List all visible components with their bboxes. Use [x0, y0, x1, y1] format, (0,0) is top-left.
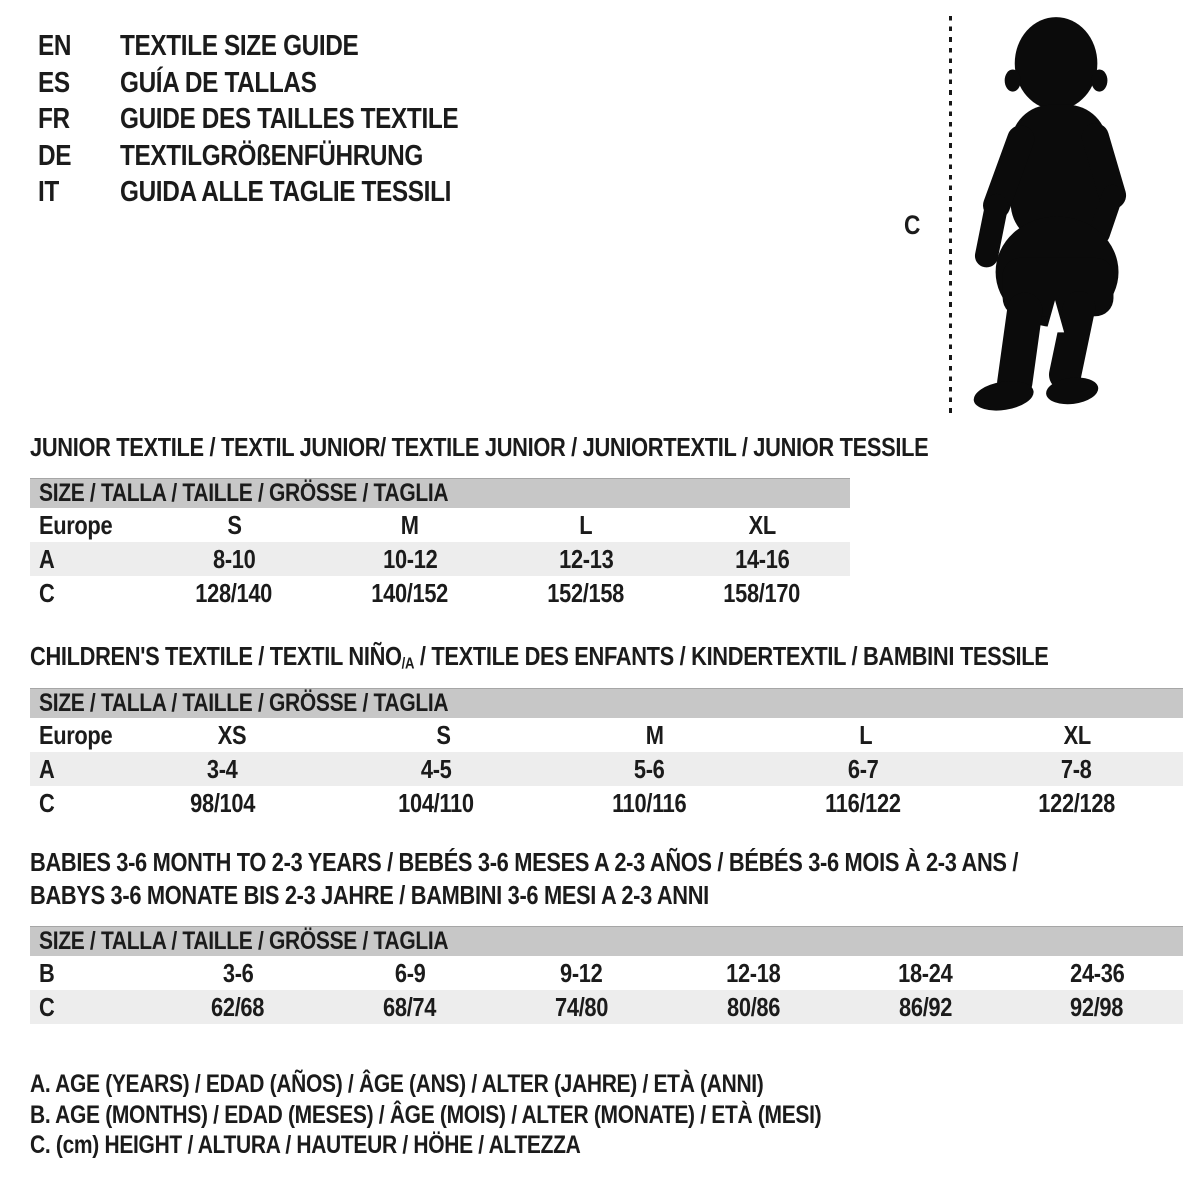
table-row-age	[30, 542, 850, 576]
row-label: Europe	[39, 509, 113, 540]
size-cell: M	[645, 719, 664, 750]
size-header-bar: SIZE / TALLA / TAILLE / GRÖSSE / TAGLIA	[30, 926, 1183, 956]
age-cell: 9-12	[560, 957, 603, 988]
lang-code-it: IT	[38, 176, 59, 209]
title-de: TEXTILGRÖßENFÜHRUNG	[120, 139, 423, 172]
babies-section-title	[30, 849, 1200, 909]
height-cell: 62/68	[211, 991, 265, 1022]
size-header-bar: SIZE / TALLA / TAILLE / GRÖSSE / TAGLIA	[30, 478, 850, 508]
table-row-height	[30, 990, 1183, 1024]
age-cell: 5-6	[634, 753, 665, 784]
height-cell: 152/158	[547, 577, 625, 608]
size-cell: L	[859, 719, 873, 750]
size-cell: S	[436, 719, 451, 750]
title-fr: GUIDE DES TAILLES TEXTILE	[120, 103, 459, 136]
height-cell: 140/152	[371, 577, 449, 608]
legend-line-a: A. AGE (YEARS) / EDAD (AÑOS) / ÂGE (ANS) / ALTER (JAHRE) / ETÀ (ANNI)	[30, 1070, 764, 1098]
age-cell: 24-36	[1069, 957, 1125, 988]
babies-title-line2: BABYS 3-6 MONATE BIS 2-3 JAHRE / BAMBINI 3-6 MESI A 2-3 ANNI	[30, 880, 709, 910]
junior-size-table	[30, 478, 850, 610]
size-cell: XL	[1063, 719, 1091, 750]
height-cell: 122/128	[1037, 787, 1115, 818]
height-cell: 98/104	[190, 787, 256, 818]
size-cell: L	[579, 509, 593, 540]
title-es: GUÍA DE TALLAS	[120, 66, 317, 99]
title-language-list	[38, 32, 523, 207]
size-header-bar: SIZE / TALLA / TAILLE / GRÖSSE / TAGLIA	[30, 688, 1183, 718]
row-label: Europe	[39, 719, 113, 750]
table-row-europe	[30, 508, 850, 542]
height-measure-label: C	[904, 210, 921, 240]
size-cell: S	[226, 509, 242, 540]
height-cell: 92/98	[1070, 991, 1124, 1022]
table-row-age-months	[30, 956, 1183, 990]
row-label: C	[39, 991, 55, 1022]
age-cell: 6-9	[394, 957, 426, 988]
age-cell: 10-12	[382, 543, 438, 574]
lang-code-fr: FR	[38, 103, 70, 136]
children-size-table	[30, 688, 1183, 820]
age-cell: 4-5	[420, 753, 452, 784]
legend-line-c: C. (cm) HEIGHT / ALTURA / HAUTEUR / HÖHE / ALTEZZA	[30, 1131, 581, 1159]
row-label: C	[39, 787, 55, 818]
age-cell: 18-24	[898, 957, 953, 988]
size-cell: XS	[217, 719, 247, 750]
children-title-sub: /A	[401, 655, 415, 673]
height-cell: 74/80	[555, 991, 609, 1022]
table-row-height	[30, 786, 1183, 820]
height-cell: 86/92	[898, 991, 952, 1022]
row-label: A	[39, 753, 55, 784]
age-cell: 7-8	[1061, 753, 1092, 784]
height-cell: 68/74	[383, 991, 437, 1022]
age-cell: 12-18	[726, 957, 781, 988]
baby-silhouette-icon	[958, 8, 1140, 416]
junior-section-title: JUNIOR TEXTILE / TEXTIL JUNIOR/ TEXTILE JUNIOR / JUNIORTEXTIL / JUNIOR TESSILE	[30, 432, 929, 462]
height-cell: 128/140	[195, 577, 273, 608]
row-label: B	[39, 957, 55, 988]
measurement-legend	[30, 1069, 972, 1161]
babies-size-table	[30, 926, 1183, 1024]
lang-code-de: DE	[38, 139, 72, 172]
age-cell: 12-13	[558, 543, 614, 574]
children-section-title	[30, 643, 1200, 677]
age-cell: 3-6	[222, 957, 254, 988]
children-title-prefix: CHILDREN'S TEXTILE / TEXTIL NIÑO	[30, 641, 402, 671]
babies-title-line1: BABIES 3-6 MONTH TO 2-3 YEARS / BEBÉS 3-6 MESES A 2-3 AÑOS / BÉBÉS 3-6 MOIS À 2-3 ANS /	[30, 847, 1019, 877]
row-label: C	[39, 577, 55, 608]
lang-code-en: EN	[38, 30, 72, 62]
height-cell: 80/86	[726, 991, 780, 1022]
table-row-europe	[30, 718, 1183, 752]
height-measure-line	[949, 16, 952, 417]
title-en: TEXTILE SIZE GUIDE	[120, 30, 359, 62]
lang-code-es: ES	[38, 66, 70, 99]
age-cell: 8-10	[212, 543, 256, 574]
age-cell: 3-4	[207, 753, 238, 784]
age-cell: 14-16	[734, 543, 790, 574]
table-row-height	[30, 576, 850, 610]
size-cell: XL	[748, 509, 776, 540]
legend-line-b: B. AGE (MONTHS) / EDAD (MESES) / ÂGE (MOIS) / ALTER (MONATE) / ETÀ (MESI)	[30, 1100, 822, 1129]
height-cell: 104/110	[398, 787, 474, 818]
age-cell: 6-7	[847, 753, 879, 784]
size-cell: M	[401, 509, 419, 540]
table-row-age	[30, 752, 1183, 786]
height-cell: 158/170	[723, 577, 801, 608]
height-cell: 116/122	[825, 787, 901, 818]
row-label: A	[39, 543, 55, 574]
children-title-suffix: / TEXTILE DES ENFANTS / KINDERTEXTIL / BAMBINI TESSILE	[414, 641, 1049, 671]
title-it: GUIDA ALLE TAGLIE TESSILI	[120, 176, 452, 209]
height-cell: 110/116	[612, 787, 687, 818]
